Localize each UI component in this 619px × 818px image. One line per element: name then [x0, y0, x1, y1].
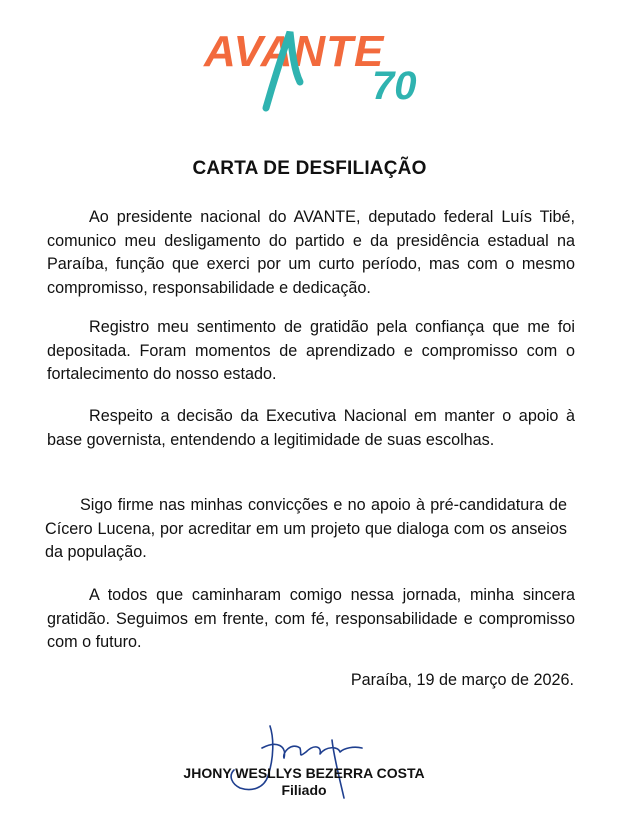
- signer-name: JHONY WESLLYS BEZERRA COSTA: [183, 765, 425, 781]
- paragraph-4: Sigo firme nas minhas convicções e no apoio à pré-candidatura de Cícero Lucena, por acreditar em um projeto que dialoga com os anseios da população.: [45, 496, 567, 561]
- avante-70-logo: [196, 20, 446, 115]
- logo-number: 70: [372, 64, 417, 108]
- signer-role: Filiado: [281, 782, 327, 798]
- dateline: Paraíba, 19 de março de 2026.: [350, 671, 574, 689]
- letter-title: CARTA DE DESFILIAÇÃO: [192, 158, 427, 179]
- paragraph-5: A todos que caminharam comigo nessa jornada, minha sincera gratidão. Seguimos em frente, com fé, responsabilidade e compromisso com o futuro.: [47, 586, 575, 651]
- paragraph-2: Registro meu sentimento de gratidão pela confiança que me foi depositada. Foram momentos de aprendizado e compromisso com o fortalecimento do nosso estado.: [47, 318, 575, 383]
- paragraph-1: Ao presidente nacional do AVANTE, deputado federal Luís Tibé, comunico meu desligamento do partido e da presidência estadual na Paraíba, função que exerci por um curto período, mas com o mesmo compromisso, responsabilidade e dedicação.: [47, 208, 575, 297]
- paragraph-3: Respeito a decisão da Executiva Nacional em manter o apoio à base governista, entendendo a legitimidade de suas escolhas.: [47, 407, 575, 449]
- logo-swoosh-icon: [196, 20, 446, 115]
- logo-wordmark: AVANTE: [204, 27, 385, 76]
